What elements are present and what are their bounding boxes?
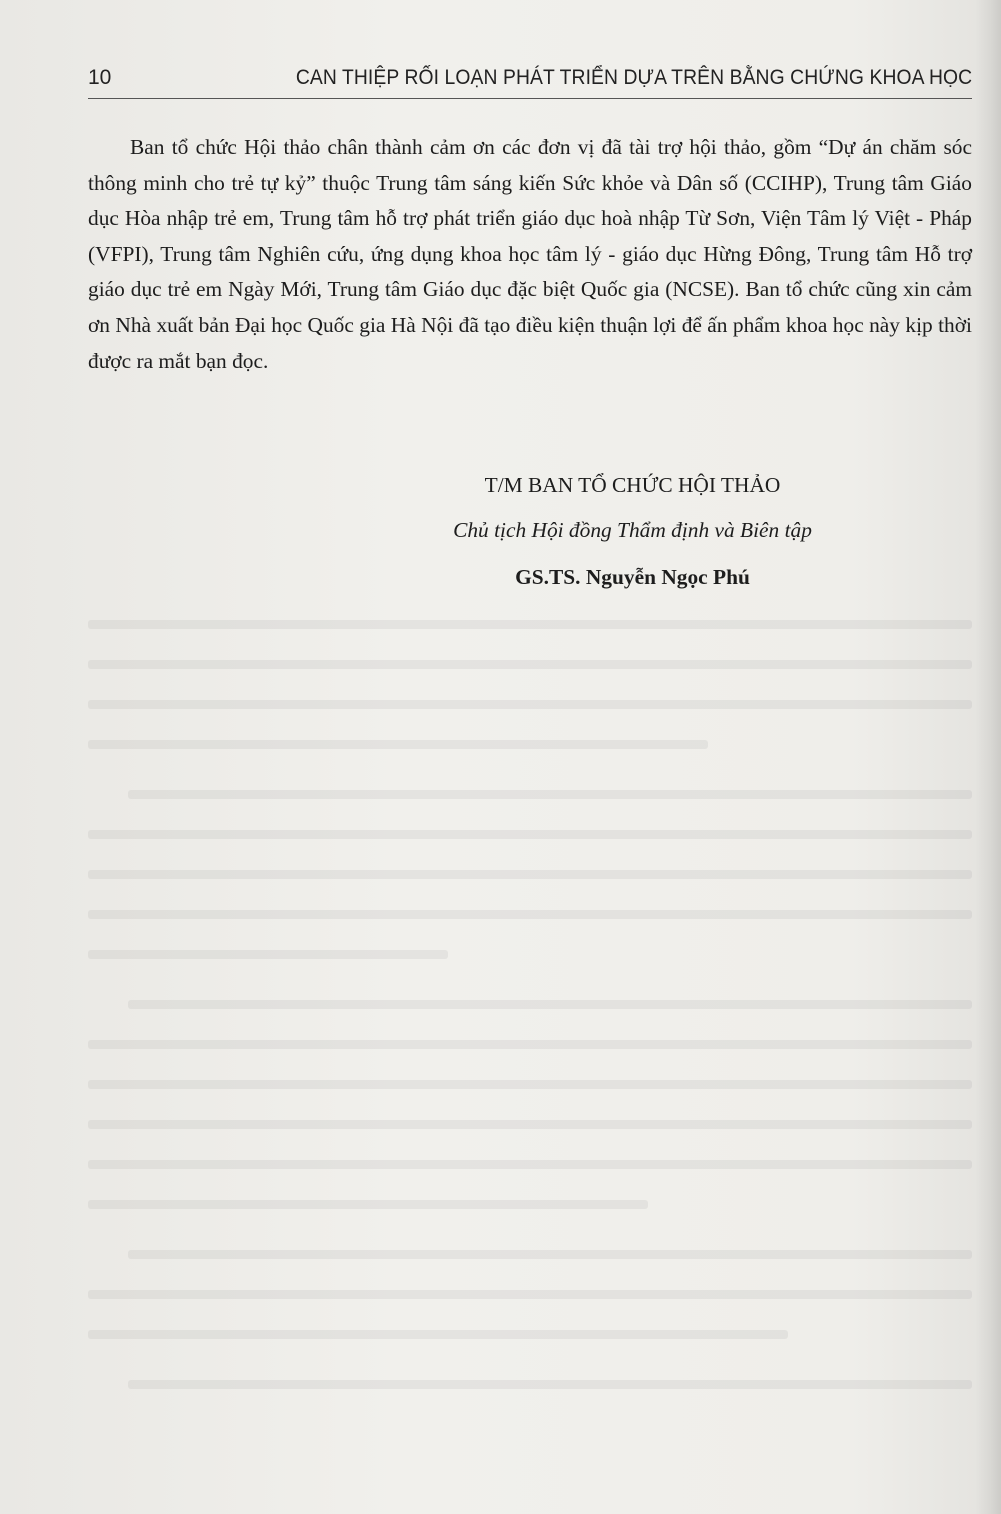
signature-role: Chủ tịch Hội đồng Thẩm định và Biên tập bbox=[453, 518, 812, 542]
running-title: CAN THIỆP RỐI LOẠN PHÁT TRIỂN DỰA TRÊN BẰNG CHỨNG KHOA HỌC bbox=[295, 66, 972, 89]
ghost-line bbox=[128, 1380, 972, 1389]
ghost-line bbox=[88, 1160, 972, 1169]
ghost-line bbox=[128, 1000, 972, 1009]
ghost-line bbox=[88, 1290, 972, 1299]
ghost-line bbox=[88, 1330, 788, 1339]
ghost-line bbox=[88, 1040, 972, 1049]
acknowledgement-paragraph: Ban tổ chức Hội thảo chân thành cảm ơn các đơn vị đã tài trợ hội thảo, gồm “Dự án chăm sóc thông minh cho trẻ tự kỷ” thuộc Trung tâm sáng kiến Sức khỏe và Dân số (CCIHP), Trung tâm Giáo dục Hòa nhập trẻ em, Trung tâm hỗ trợ phát triển giáo dục hoà nhập Từ Sơn, Viện Tâm lý Việt - Pháp (VFPI), Trung tâm Nghiên cứu, ứng dụng khoa học tâm lý - giáo dục Hừng Đông, Trung tâm Hỗ trợ giáo dục trẻ em Ngày Mới, Trung tâm Giáo dục đặc biệt Quốc gia (NCSE). Ban tổ chức cũng xin cảm ơn Nhà xuất bản Đại học Quốc gia Hà Nội đã tạo điều kiện thuận lợi để ấn phẩm khoa học này kịp thời được ra mắt bạn đọc. bbox=[88, 135, 972, 373]
ghost-line bbox=[88, 660, 972, 669]
ghost-line bbox=[88, 1200, 648, 1209]
ghost-line bbox=[88, 740, 708, 749]
ghost-line bbox=[88, 910, 972, 919]
ghost-line bbox=[128, 790, 972, 799]
ghost-line bbox=[128, 1250, 972, 1259]
ghost-line bbox=[88, 620, 972, 629]
ghost-line bbox=[88, 1080, 972, 1089]
ghost-line bbox=[88, 950, 448, 959]
signature-organization: T/M BAN TỔ CHỨC HỘI THẢO bbox=[484, 473, 781, 497]
bleed-through-text bbox=[88, 600, 972, 1420]
spine-shadow bbox=[975, 0, 1001, 1514]
page-number: 10 bbox=[88, 66, 112, 89]
ghost-line bbox=[88, 870, 972, 879]
ghost-line bbox=[88, 830, 972, 839]
signature-name: GS.TS. Nguyễn Ngọc Phú bbox=[515, 565, 750, 589]
ghost-line bbox=[88, 1120, 972, 1129]
ghost-line bbox=[88, 700, 972, 709]
page-header bbox=[88, 62, 972, 102]
header-rule bbox=[88, 98, 972, 99]
